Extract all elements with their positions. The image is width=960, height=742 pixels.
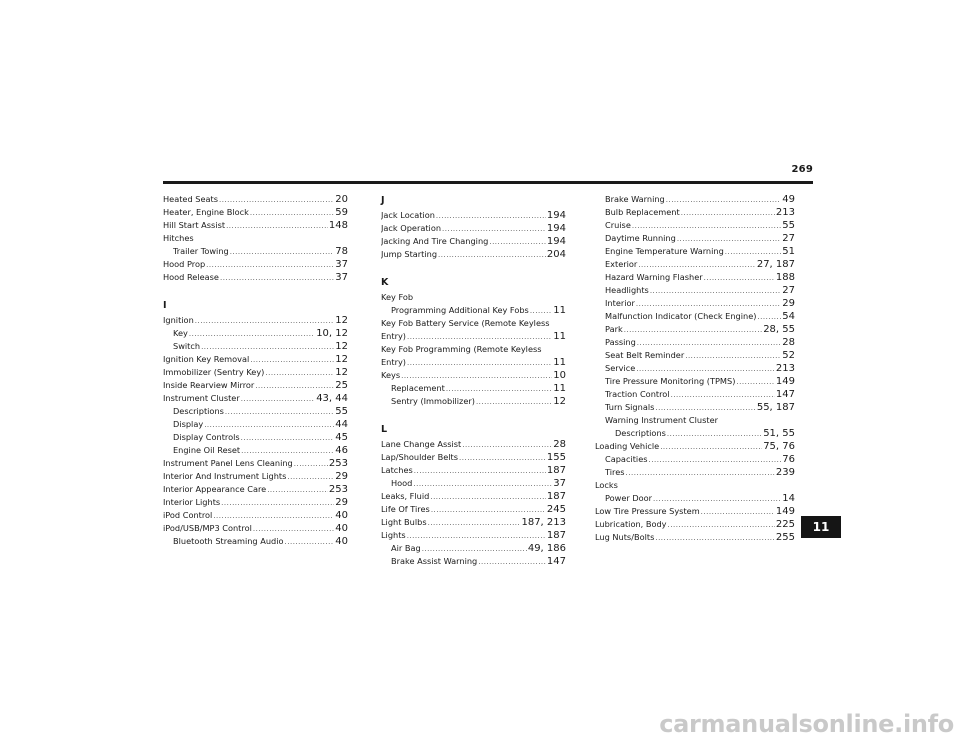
index-page-ref: 76	[782, 454, 795, 465]
index-term: Jack Operation	[381, 223, 442, 233]
index-entry	[163, 392, 348, 405]
dot-leader	[430, 490, 546, 503]
index-entry	[163, 193, 348, 206]
index-entry	[595, 245, 795, 258]
dot-leader	[650, 284, 781, 297]
dot-leader	[725, 245, 781, 258]
page-number: 269	[791, 164, 813, 175]
index-page-ref: 12	[335, 354, 348, 365]
index-entry	[381, 516, 566, 529]
dot-leader	[436, 209, 546, 222]
index-page-ref: 46	[335, 445, 348, 456]
index-entry	[163, 431, 348, 444]
dot-leader	[438, 248, 546, 261]
index-entry	[163, 470, 348, 483]
index-entry	[163, 483, 348, 496]
dot-leader	[530, 304, 552, 317]
index-entry	[381, 490, 566, 503]
index-page-ref: 11	[553, 357, 566, 368]
dot-leader	[201, 340, 334, 353]
dot-leader	[431, 503, 546, 516]
index-term: Interior And Instrument Lights	[163, 471, 287, 481]
index-page-ref: 37	[553, 478, 566, 489]
index-entry	[595, 466, 795, 479]
index-term: Bulb Replacement	[605, 207, 680, 217]
dot-leader	[407, 330, 552, 343]
index-entry	[381, 222, 566, 235]
dot-leader	[413, 477, 552, 490]
dot-leader	[250, 353, 334, 366]
index-term: Engine Oil Reset	[173, 445, 241, 455]
index-entry	[163, 509, 348, 522]
dot-leader	[638, 258, 756, 271]
index-term: Park	[605, 324, 623, 334]
index-term: Seat Belt Reminder	[605, 350, 685, 360]
index-entry	[163, 206, 348, 219]
index-term: Engine Temperature Warning	[605, 246, 724, 256]
index-term: Hood Release	[163, 272, 219, 282]
index-page-ref: 155	[546, 452, 566, 463]
dot-leader	[265, 366, 334, 379]
index-entry	[163, 405, 348, 418]
index-entry	[381, 542, 566, 555]
index-term: Key Fob Programming (Remote Keyless	[381, 344, 542, 354]
index-entry	[595, 505, 795, 518]
index-page-ref: 10	[553, 370, 566, 381]
watermark-logo: carmanualsonline.info	[659, 710, 954, 738]
index-term: Jump Starting	[381, 249, 438, 259]
dot-leader	[407, 356, 552, 369]
index-term: Tire Pressure Monitoring (TPMS)	[605, 376, 736, 386]
dot-leader	[287, 470, 334, 483]
index-entry	[163, 314, 348, 327]
dot-leader	[489, 235, 546, 248]
index-entry	[163, 353, 348, 366]
index-term: Traction Control	[605, 389, 670, 399]
dot-leader	[220, 271, 334, 284]
index-page-ref: 12	[335, 315, 348, 326]
index-term: Jack Location	[381, 210, 435, 220]
index-entry	[595, 258, 795, 271]
index-term: Latches	[381, 465, 413, 475]
dot-leader	[655, 531, 775, 544]
index-term: Hitches	[163, 233, 194, 243]
dot-leader	[626, 466, 775, 479]
dot-leader	[446, 382, 552, 395]
index-term: Descriptions	[173, 406, 224, 416]
index-entry	[381, 235, 566, 248]
index-entry	[163, 245, 348, 258]
index-term: Exterior	[605, 259, 638, 269]
index-term: Descriptions	[615, 428, 666, 438]
index-page-ref: 29	[335, 497, 348, 508]
index-term: Interior Lights	[163, 497, 221, 507]
index-term: Key Fob	[381, 292, 414, 302]
index-term: Life Of Tires	[381, 504, 430, 514]
index-page-ref: 187, 213	[521, 517, 566, 528]
index-entry	[595, 232, 795, 245]
index-entry	[381, 304, 566, 317]
index-entry	[163, 457, 348, 470]
dot-leader	[668, 518, 775, 531]
index-term: Leaks, Fluid	[381, 491, 430, 501]
index-page-ref: 255	[775, 532, 795, 543]
header-rule	[163, 181, 813, 184]
index-page-ref: 37	[335, 272, 348, 283]
dot-leader	[459, 451, 546, 464]
dot-leader	[442, 222, 546, 235]
index-entry	[381, 529, 566, 542]
index-term: Lights	[381, 530, 406, 540]
index-page-ref: 11	[553, 383, 566, 394]
index-column-1	[163, 193, 348, 548]
index-entry	[163, 327, 348, 340]
index-term: Hood Prop	[163, 259, 206, 269]
index-page-ref: 187	[546, 530, 566, 541]
index-entry	[595, 284, 795, 297]
index-entry	[381, 503, 566, 516]
index-term: Key	[173, 328, 188, 338]
index-page-ref: 187	[546, 465, 566, 476]
dot-leader	[219, 193, 334, 206]
index-term: Trailer Towing	[173, 246, 229, 256]
dot-leader	[241, 444, 334, 457]
index-letter-heading: K	[381, 277, 389, 288]
index-column-2	[381, 193, 566, 568]
index-entry	[595, 531, 795, 544]
index-entry	[595, 310, 795, 323]
index-page-ref: 55, 187	[756, 402, 795, 413]
index-entry	[163, 418, 348, 431]
section-tab: 11	[801, 516, 841, 538]
index-page-ref: 37	[335, 259, 348, 270]
dot-leader	[701, 505, 775, 518]
index-term: Heater, Engine Block	[163, 207, 249, 217]
spacer	[163, 284, 348, 298]
dot-leader	[666, 193, 782, 206]
index-entry	[595, 388, 795, 401]
dot-leader	[428, 516, 521, 529]
index-entry	[595, 297, 795, 310]
index-entry	[595, 349, 795, 362]
dot-leader	[476, 395, 552, 408]
dot-leader	[655, 401, 755, 414]
index-term: Entry)	[381, 357, 406, 367]
index-term: Lubrication, Body	[595, 519, 667, 529]
index-term: Lug Nuts/Bolts	[595, 532, 655, 542]
index-page-ref: 12	[335, 341, 348, 352]
index-term: Switch	[173, 341, 201, 351]
index-term: Lap/Shoulder Belts	[381, 452, 459, 462]
index-term: Sentry (Immobilizer)	[391, 396, 475, 406]
index-term: Programming Additional Key Fobs	[391, 305, 529, 315]
index-page-ref: 147	[546, 556, 566, 567]
index-term: iPod Control	[163, 510, 213, 520]
dot-leader	[241, 431, 335, 444]
index-entry	[381, 451, 566, 464]
index-entry	[595, 362, 795, 375]
index-page-ref: 40	[335, 536, 348, 547]
index-page-ref: 43, 44	[316, 393, 348, 404]
index-entry	[595, 336, 795, 349]
dot-leader	[221, 496, 334, 509]
dot-leader	[660, 440, 762, 453]
index-term: Display	[173, 419, 204, 429]
index-entry	[163, 340, 348, 353]
index-term: Low Tire Pressure System	[595, 506, 700, 516]
index-entry	[595, 323, 795, 336]
dot-leader	[253, 522, 334, 535]
dot-leader	[422, 542, 527, 555]
index-term: Loading Vehicle	[595, 441, 660, 451]
index-page-ref: 25	[335, 380, 348, 391]
index-page-ref: 12	[335, 367, 348, 378]
index-entry	[595, 193, 795, 206]
index-entry	[163, 535, 348, 548]
dot-leader	[204, 418, 334, 431]
index-term: Air Bag	[391, 543, 421, 553]
index-term: Brake Assist Warning	[391, 556, 478, 566]
index-term: Bluetooth Streaming Audio	[173, 536, 284, 546]
index-entry	[595, 206, 795, 219]
dot-leader	[285, 535, 335, 548]
index-term: Display Controls	[173, 432, 240, 442]
index-entry	[381, 555, 566, 568]
index-page-ref: 11	[553, 331, 566, 342]
index-term: Daytime Running	[605, 233, 676, 243]
index-page-ref: 149	[775, 376, 795, 387]
dot-leader	[757, 310, 781, 323]
index-entry	[163, 366, 348, 379]
dot-leader	[653, 492, 781, 505]
dot-leader	[401, 369, 552, 382]
index-entry	[595, 375, 795, 388]
dot-leader	[636, 297, 781, 310]
index-entry	[595, 401, 795, 414]
index-page-ref: 27	[782, 285, 795, 296]
index-term: Locks	[595, 480, 618, 490]
index-entry	[163, 522, 348, 535]
index-term: Keys	[381, 370, 401, 380]
index-term: Headlights	[605, 285, 649, 295]
index-page-ref: 11	[553, 305, 566, 316]
index-page-ref: 239	[775, 467, 795, 478]
index-term: Light Bulbs	[381, 517, 427, 527]
index-term: Instrument Panel Lens Cleaning	[163, 458, 293, 468]
index-term: Entry)	[381, 331, 406, 341]
index-term: Brake Warning	[605, 194, 665, 204]
index-page-ref: 27, 187	[756, 259, 795, 270]
index-page-ref: 253	[328, 484, 348, 495]
dot-leader	[667, 427, 762, 440]
dot-leader	[225, 405, 334, 418]
dot-leader	[632, 219, 781, 232]
index-entry	[381, 356, 566, 369]
index-term: Power Door	[605, 493, 653, 503]
index-page-ref: 28, 55	[763, 324, 795, 335]
dot-leader	[671, 388, 775, 401]
dot-leader	[636, 362, 775, 375]
index-term: Heated Seats	[163, 194, 218, 204]
index-entry	[381, 477, 566, 490]
index-term: Lane Change Assist	[381, 439, 462, 449]
dot-leader	[213, 509, 334, 522]
index-page-ref: 44	[335, 419, 348, 430]
index-entry	[381, 369, 566, 382]
index-page-ref: 20	[335, 194, 348, 205]
index-letter-heading: L	[381, 424, 388, 435]
index-page-ref: 225	[775, 519, 795, 530]
index-entry	[595, 518, 795, 531]
index-entry	[163, 444, 348, 457]
index-term: Ignition	[163, 315, 194, 325]
index-term: Interior Appearance Care	[163, 484, 267, 494]
index-page-ref: 204	[546, 249, 566, 260]
dot-leader	[195, 314, 335, 327]
index-page-ref: 28	[782, 337, 795, 348]
dot-leader	[681, 206, 775, 219]
dot-leader	[230, 245, 335, 258]
dot-leader	[649, 453, 782, 466]
dot-leader	[704, 271, 775, 284]
index-entry	[163, 496, 348, 509]
index-page-ref: 55	[335, 406, 348, 417]
index-term: Capacities	[605, 454, 648, 464]
index-page-ref: 213	[775, 207, 795, 218]
index-term: Turn Signals	[605, 402, 655, 412]
dot-leader	[478, 555, 546, 568]
spacer	[381, 261, 566, 275]
index-term: Passing	[605, 337, 636, 347]
dot-leader	[685, 349, 781, 362]
index-term: Malfunction Indicator (Check Engine)	[605, 311, 757, 321]
index-entry	[381, 382, 566, 395]
index-letter-heading: I	[163, 300, 167, 311]
dot-leader	[624, 323, 762, 336]
index-page-ref: 49, 186	[527, 543, 566, 554]
index-page-ref: 194	[546, 210, 566, 221]
index-page-ref: 27	[782, 233, 795, 244]
index-page-ref: 40	[335, 510, 348, 521]
index-page-ref: 10, 12	[316, 328, 348, 339]
index-entry	[595, 427, 795, 440]
index-entry	[595, 492, 795, 505]
index-page-ref: 51, 55	[763, 428, 795, 439]
index-term: Instrument Cluster	[163, 393, 240, 403]
index-entry	[381, 248, 566, 261]
index-page-ref: 245	[546, 504, 566, 515]
index-entry	[595, 453, 795, 466]
dot-leader	[677, 232, 781, 245]
index-term: Interior	[605, 298, 635, 308]
dot-leader	[206, 258, 334, 271]
index-term: Ignition Key Removal	[163, 354, 250, 364]
dot-leader	[462, 438, 552, 451]
index-entry	[381, 438, 566, 451]
index-term: Hill Start Assist	[163, 220, 226, 230]
index-column-3	[595, 193, 795, 544]
index-term: Tires	[605, 467, 625, 477]
dot-leader	[637, 336, 781, 349]
index-page-ref: 54	[782, 311, 795, 322]
index-term: Inside Rearview Mirror	[163, 380, 255, 390]
index-entry	[163, 219, 348, 232]
index-page-ref: 28	[553, 439, 566, 450]
index-page-ref: 59	[335, 207, 348, 218]
index-page-ref: 75, 76	[763, 441, 795, 452]
index-page-ref: 147	[775, 389, 795, 400]
dot-leader	[294, 457, 328, 470]
index-page-ref: 187	[546, 491, 566, 502]
index-page-ref: 14	[782, 493, 795, 504]
index-page-ref: 51	[782, 246, 795, 257]
index-term: iPod/USB/MP3 Control	[163, 523, 252, 533]
dot-leader	[250, 206, 334, 219]
spacer	[381, 408, 566, 422]
index-page-ref: 29	[335, 471, 348, 482]
dot-leader	[226, 219, 328, 232]
index-page-ref: 213	[775, 363, 795, 374]
index-entry	[595, 219, 795, 232]
dot-leader	[241, 392, 315, 405]
index-page-ref: 78	[335, 246, 348, 257]
index-term: Service	[605, 363, 636, 373]
index-entry	[163, 258, 348, 271]
index-page-ref: 253	[328, 458, 348, 469]
index-term: Warning Instrument Cluster	[605, 415, 718, 425]
index-term: Jacking And Tire Changing	[381, 236, 489, 246]
dot-leader	[255, 379, 334, 392]
index-page-ref: 194	[546, 236, 566, 247]
index-entry	[381, 330, 566, 343]
index-term: Immobilizer (Sentry Key)	[163, 367, 265, 377]
index-entry	[381, 395, 566, 408]
dot-leader	[736, 375, 775, 388]
dot-leader	[267, 483, 328, 496]
index-page-ref: 40	[335, 523, 348, 534]
index-letter-heading: J	[381, 195, 385, 206]
dot-leader	[414, 464, 546, 477]
index-page-ref: 29	[782, 298, 795, 309]
dot-leader	[189, 327, 315, 340]
dot-leader	[407, 529, 546, 542]
index-entry	[381, 464, 566, 477]
index-page-ref: 49	[782, 194, 795, 205]
index-entry	[381, 209, 566, 222]
index-page-ref: 55	[782, 220, 795, 231]
index-page-ref: 188	[775, 272, 795, 283]
index-entry	[163, 379, 348, 392]
index-page-ref: 12	[553, 396, 566, 407]
index-page-ref: 194	[546, 223, 566, 234]
index-term: Key Fob Battery Service (Remote Keyless	[381, 318, 550, 328]
index-page-ref: 45	[335, 432, 348, 443]
index-page-ref: 52	[782, 350, 795, 361]
index-entry	[163, 271, 348, 284]
index-page-ref: 148	[328, 220, 348, 231]
index-entry	[595, 440, 795, 453]
index-entry	[595, 271, 795, 284]
index-page-ref: 149	[775, 506, 795, 517]
index-term: Hazard Warning Flasher	[605, 272, 703, 282]
index-term: Cruise	[605, 220, 631, 230]
index-term: Replacement	[391, 383, 445, 393]
index-term: Hood	[391, 478, 413, 488]
